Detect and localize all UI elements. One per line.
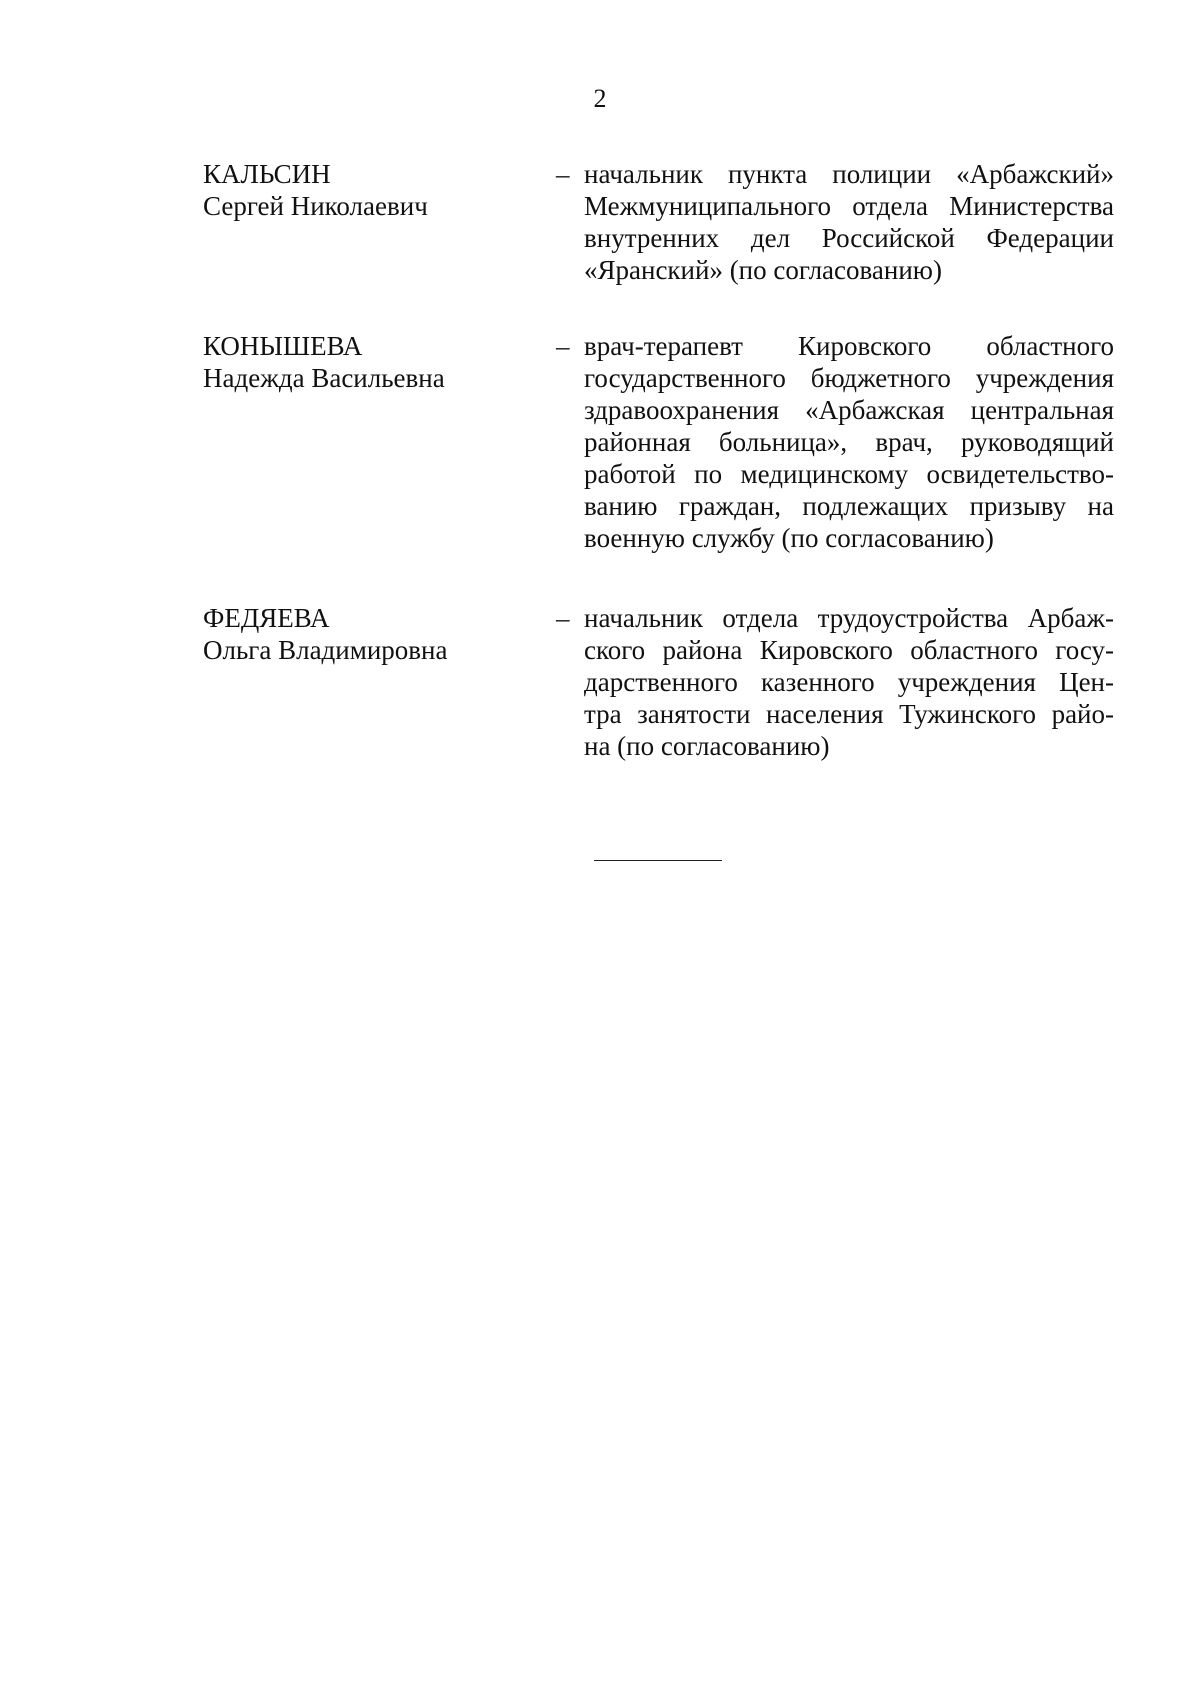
member-given-names: Ольга Владимировна (203, 635, 448, 665)
member-position (584, 158, 1114, 286)
page-number: 2 (593, 84, 607, 113)
position-line: районная больница», врач, руководящий (584, 427, 1114, 457)
member-position (584, 330, 1114, 554)
entry-dash: – (556, 603, 570, 633)
member-position (584, 602, 1114, 762)
position-line: врач-терапевт Кировского областного (584, 331, 1114, 361)
position-line: дарственного казенного учреждения Цен- (584, 667, 1114, 697)
position-line: работой по медицинскому освидетельство- (584, 459, 1114, 489)
position-line: Межмуниципального отдела Министерства (584, 191, 1114, 221)
position-line: здравоохранения «Арбажская центральная (584, 395, 1114, 425)
member-surname: КОНЫШЕВА (203, 331, 363, 361)
position-line: начальник пункта полиции «Арбажский» (584, 159, 1114, 189)
member-surname: КАЛЬСИН (203, 159, 331, 189)
member-surname: ФЕДЯЕВА (203, 603, 330, 633)
position-line: на (по согласованию) (584, 731, 830, 761)
position-line: государственного бюджетного учреждения (584, 363, 1114, 393)
member-name (203, 330, 503, 394)
entry-dash: – (556, 331, 570, 361)
member-name (203, 158, 503, 222)
member-given-names: Надежда Васильевна (203, 363, 445, 393)
position-line: тра занятости населения Тужинского райо- (584, 699, 1114, 729)
position-line: «Яранский» (по согласованию) (584, 255, 942, 285)
closing-rule (594, 860, 722, 861)
member-name (203, 602, 503, 666)
position-line: внутренних дел Российской Федерации (584, 223, 1114, 253)
entry-dash: – (556, 159, 570, 189)
position-line: ванию граждан, подлежащих призыву на (584, 491, 1114, 521)
position-line: военную службу (по согласованию) (584, 523, 994, 553)
member-given-names: Сергей Николаевич (203, 191, 428, 221)
position-line: ского района Кировского областного госу- (584, 635, 1114, 665)
position-line: начальник отдела трудоустройства Арбаж- (584, 603, 1114, 633)
